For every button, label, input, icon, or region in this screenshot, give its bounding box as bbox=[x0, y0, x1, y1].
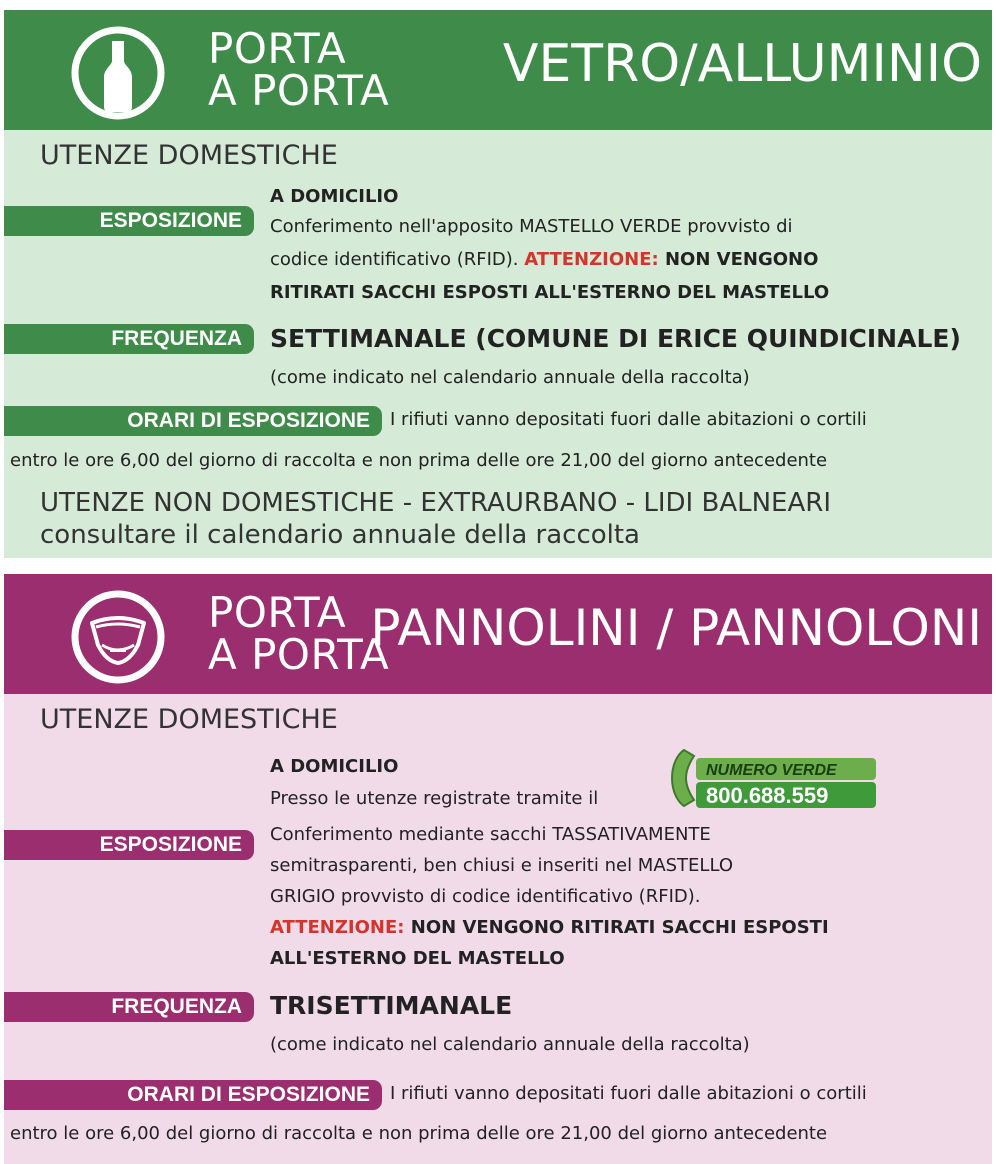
utenze-domestiche-heading: UTENZE DOMESTICHE bbox=[40, 140, 338, 171]
frequenza-value: SETTIMANALE (COMUNE DI ERICE QUINDICINALE) bbox=[270, 324, 961, 353]
porta-a-porta-label bbox=[208, 24, 390, 115]
presso-text: Presso le utenze registrate tramite il bbox=[270, 788, 599, 809]
orari-line1: I rifiuti vanno depositati fuori dalle abitazioni o cortili bbox=[390, 409, 867, 430]
section-title: VETRO/ALLUMINIO bbox=[502, 34, 982, 94]
orari-tag: ORARI DI ESPOSIZIONE bbox=[4, 1080, 382, 1110]
porta-a-porta-label bbox=[208, 588, 390, 679]
esposizione-text-line1: Conferimento nell'apposito MASTELLO VERDE provvisto di bbox=[270, 216, 793, 237]
a-porta-line: A PORTA bbox=[208, 66, 390, 115]
esposizione-text-line4 bbox=[270, 912, 829, 944]
esposizione-text-line5: ALL'ESTERNO DEL MASTELLO bbox=[270, 948, 565, 969]
esposizione-text-line3: RITIRATI SACCHI ESPOSTI ALL'ESTERNO DEL MASTELLO bbox=[270, 282, 830, 303]
esposizione-tag: ESPOSIZIONE bbox=[4, 206, 254, 236]
numero-verde-number: 800.688.559 bbox=[706, 783, 829, 808]
domicilio-label: A DOMICILIO bbox=[270, 186, 399, 207]
esposizione-text-line2 bbox=[270, 244, 818, 276]
frequenza-tag: FREQUENZA bbox=[4, 324, 254, 354]
numero-verde-label: NUMERO VERDE bbox=[706, 762, 837, 779]
section-title: PANNOLINI / PANNOLONI bbox=[370, 599, 982, 657]
frequenza-value: TRISETTIMANALE bbox=[270, 991, 513, 1020]
non-domestiche-heading: UTENZE NON DOMESTICHE - EXTRAURBANO - LIDI BALNEARI bbox=[40, 488, 831, 518]
bottle-icon bbox=[70, 25, 166, 121]
esposizione-text-line1: Conferimento mediante sacchi TASSATIVAMENTE bbox=[270, 824, 711, 845]
frequenza-note: (come indicato nel calendario annuale della raccolta) bbox=[270, 1034, 750, 1055]
orari-tag: ORARI DI ESPOSIZIONE bbox=[4, 406, 382, 436]
glass-banner bbox=[4, 10, 992, 130]
esposizione-text-part: codice identificativo (RFID). bbox=[270, 249, 525, 270]
esposizione-tag: ESPOSIZIONE bbox=[4, 830, 254, 860]
glass-section bbox=[4, 10, 992, 558]
phone-icon bbox=[672, 750, 694, 806]
esposizione-text-line2: semitrasparenti, ben chiusi e inseriti nel MASTELLO bbox=[270, 855, 734, 876]
porta-line: PORTA bbox=[208, 588, 347, 637]
esposizione-text-line3: GRIGIO provvisto di codice identificativo (RFID). bbox=[270, 886, 701, 907]
warning-text: NON VENGONO RITIRATI SACCHI ESPOSTI bbox=[404, 917, 829, 938]
consultare-calendario: consultare il calendario annuale della raccolta bbox=[40, 520, 640, 550]
diaper-icon bbox=[70, 589, 166, 685]
warning-text: NON VENGONO bbox=[658, 249, 819, 270]
frequenza-tag: FREQUENZA bbox=[4, 992, 254, 1022]
a-porta-line: A PORTA bbox=[208, 630, 390, 679]
utenze-domestiche-heading: UTENZE DOMESTICHE bbox=[40, 704, 338, 735]
diapers-section bbox=[4, 574, 992, 1164]
attenzione-label: ATTENZIONE: bbox=[524, 249, 659, 270]
orari-line2: entro le ore 6,00 del giorno di raccolta e non prima delle ore 21,00 del giorno antecedente bbox=[10, 1123, 828, 1144]
frequenza-note: (come indicato nel calendario annuale della raccolta) bbox=[270, 367, 750, 388]
domicilio-label: A DOMICILIO bbox=[270, 756, 399, 777]
numero-verde-badge bbox=[666, 746, 882, 810]
porta-line: PORTA bbox=[208, 24, 347, 73]
diapers-banner bbox=[4, 574, 992, 694]
orari-line1: I rifiuti vanno depositati fuori dalle abitazioni o cortili bbox=[390, 1083, 867, 1104]
attenzione-label: ATTENZIONE: bbox=[270, 917, 405, 938]
orari-line2: entro le ore 6,00 del giorno di raccolta e non prima delle ore 21,00 del giorno antecedente bbox=[10, 450, 828, 471]
